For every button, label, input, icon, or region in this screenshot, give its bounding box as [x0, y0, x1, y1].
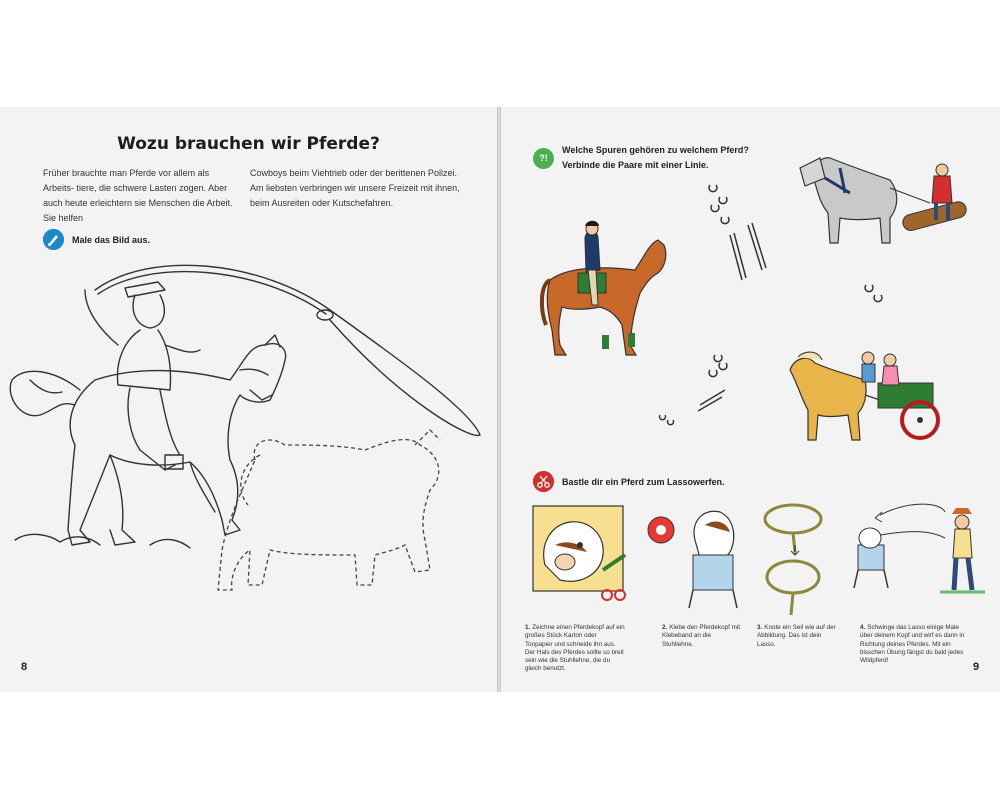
tracks-task-line2: Verbinde die Paare mit einer Linie. [562, 160, 709, 170]
step-1 [525, 624, 625, 674]
step1-illustration[interactable] [525, 500, 635, 610]
step4-illustration[interactable] [840, 500, 990, 600]
step-3-text: Knote ein Seil wie auf der Abbildung. Das ist dein Lasso. [757, 624, 836, 648]
step-3-number: 3. [757, 624, 763, 631]
step-1-text: Zeichne einen Pferdekopf auf ein großes Stück Karton oder Tonpapier und schneide ihn aus. Der Hals des Pferdes sollte so breit sein wie die Stuhllehne, die du gleich benutzt. [525, 624, 625, 673]
step3-illustration[interactable] [755, 497, 835, 622]
tracks-task [533, 143, 749, 173]
step-4 [860, 624, 970, 665]
paintbrush-icon [43, 229, 64, 250]
craft-task [533, 471, 725, 492]
tracks-task-line1: Welche Spuren gehören zu welchem Pferd? [562, 145, 749, 155]
work-horse-illustration[interactable] [790, 148, 970, 253]
step-1-number: 1. [525, 624, 531, 631]
book-gutter [497, 107, 501, 692]
cowboy-coloring-illustration[interactable] [0, 250, 497, 650]
riding-horse-illustration[interactable] [540, 215, 675, 365]
step-2 [662, 624, 742, 649]
intro-text-right: Cowboys beim Viehtrieb oder der berittenen Polizei. Am liebsten verbringen wir unsere Freizeit mit ihnen, beim Ausreiten oder Kutschefahren. [250, 168, 460, 208]
question-exclamation-icon: ?! [533, 148, 554, 169]
hoof-tracks[interactable] [690, 175, 790, 445]
step-3 [757, 624, 837, 649]
page-number-right: 9 [973, 661, 980, 673]
scissors-icon [533, 471, 554, 492]
craft-task-label: Bastle dir ein Pferd zum Lassowerfen. [562, 476, 725, 487]
step-4-number: 4. [860, 624, 866, 631]
coloring-task [43, 229, 150, 250]
intro-text-left: Früher brauchte man Pferde vor allem als Arbeits- tiere, die schwere Lasten zogen. Aber auch heute erleichtern sie Menschen die Arbeit. Sie helfen [43, 168, 233, 223]
step-4-text: Schwinge das Lasso einige Male über deinem Kopf und wirf es dann in Richtung deines Pferdes. Mit ein bisschen Übung fängst du bald jedes Wildpferd! [860, 624, 965, 665]
pony-carriage-illustration[interactable] [780, 345, 940, 450]
page-number-left: 8 [21, 661, 28, 673]
step-2-text: Klebe den Pferdekopf mit Klebeband an die Stuhllehne. [662, 624, 740, 648]
step2-illustration[interactable] [645, 500, 740, 610]
coloring-task-label: Male das Bild aus. [72, 234, 151, 245]
page-title: Wozu brauchen wir Pferde? [117, 134, 380, 154]
step-2-number: 2. [662, 624, 668, 631]
